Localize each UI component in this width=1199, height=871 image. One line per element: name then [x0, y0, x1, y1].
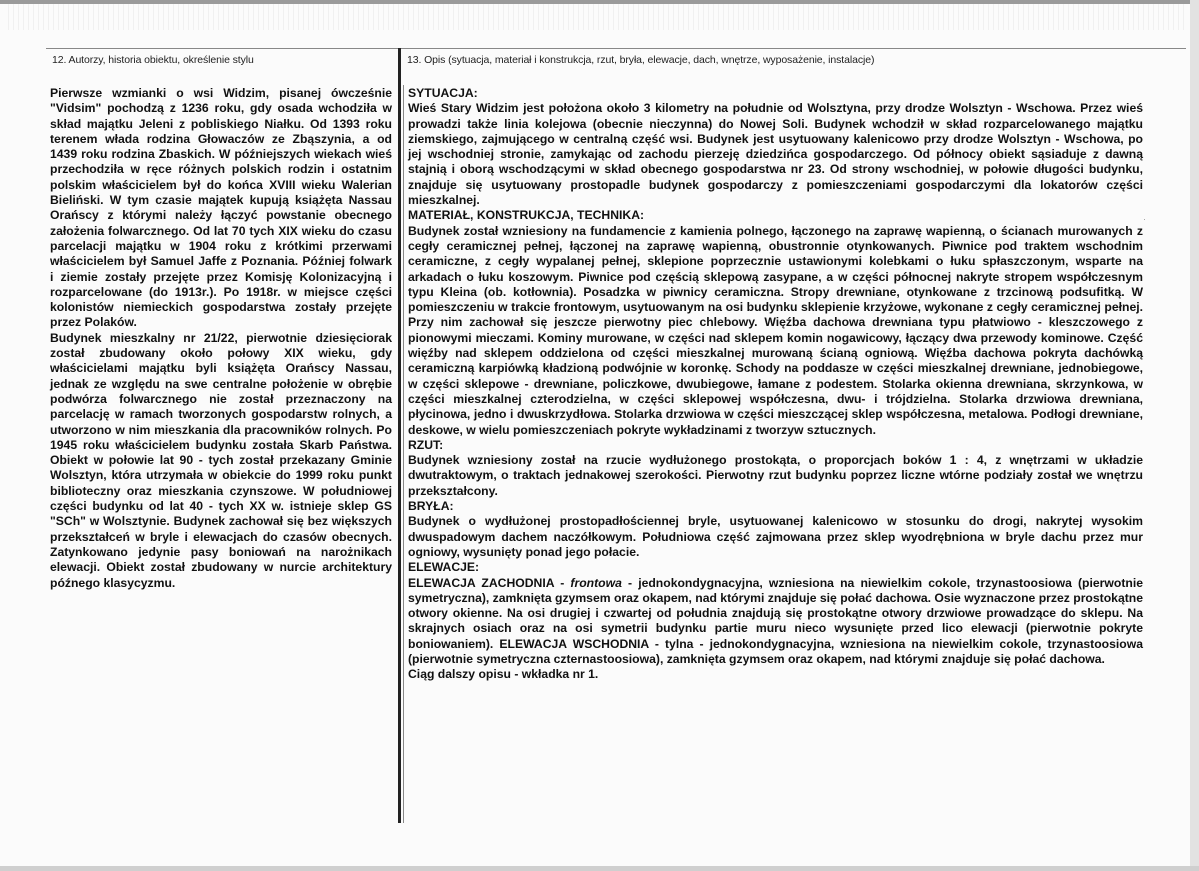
elevation-text: - jednokondygnacyjna, wzniesiona na niewielkim cokole, trzynastoosiowa (pierwotnie symetryczna), zamknięta gzymsem oraz okapem, nad którymi znajduje się połać dachowa. Osie wyznaczone przez prostokątne otwory okienne. Na osi drugiej i czwartej od południa znajdują się prostokątne otwory drzwiowe prowadzące do sklepu. Na skrajnych osiach oraz na osi symetrii budynku partie muru nieco wysunięte przed lico elewacji (pierwotnie pokryte boniowaniem). ELEWACJA WSCHODNIA - tylna - jednokondygnacyjna, wzniesiona na niewielkim cokole, trzynastoosiowa (pierwotnie symetryczna czternastoosiowa), zamknięta gzymsem oraz okapem, nad którymi znajduje się połać dachowa.	[408, 575, 1143, 666]
continuation-note: Ciąg dalszy opisu - wkładka nr 1.	[408, 667, 599, 682]
column-divider	[398, 48, 401, 823]
scan-bottom-edge	[0, 866, 1199, 871]
scan-edge-marks	[4, 4, 1188, 30]
description-column	[408, 86, 1143, 683]
header-divider-line	[46, 48, 1186, 49]
scan-speck: ·	[1143, 214, 1146, 224]
section-text-sytuacja: Wieś Stary Widzim jest położona około 3 kilometry na południe od Wolsztyna, przy drodze Wolsztyn - Wschowa. Przez wieś prowadzi także linia kolejowa (obecnie nieczynna) do Nowej Soli. Budynek wchodził w skład rozparcelowanego majątku ziemskiego, zajmującego w centralną część wsi. Budynek jest usytuowany kalenicowo przy drodze Wolsztyn - Wschowa, po jej wschodniej stronie, zamykając od zachodu pierzeję dziedzińca gospodarczego. Od północy obiekt sąsiaduje z dawną stajnią i oborą wschodzącymi w skład obecnego gospodarstwa nr 23. Od strony wschodniej, w połowie długości budynku, znajduje się usytuowany prostopadle budynek gospodarczy z pomieszczeniami gospodarczymi dla lokatorów części mieszkalnej.	[408, 101, 1143, 208]
section-text-material: Budynek został wzniesiony na fundamencie z kamienia polnego, łączonego na zaprawę wapienną, o ścianach murowanych z cegły ceramicznej pełnej, łączonej na zaprawę wapienną, obustronnie otynkowanych. Piwnice pod traktem wschodnim ceramiczne, z cegły wypalanej pełnej, sklepione poprzecznie ustawionymi kolebkami o łuku spłaszczonym, wsparte na arkadach o łuku koszowym. Piwnice pod częścią sklepową zasypane, a w części północnej nakryte stropem współczesnym typu Kleina (ob. kotłownia). Posadzka w piwnicy ceramiczna. Stropy drewniane, otynkowane z trzcinową podsufitką. W pomieszczeniu w trakcie frontowym, usytuowanym na osi budynku sklepienie krzyżowe, wykonane z cegły ceramicznej pełnej. Przy nim zachował się jeszcze pierwotny piec chlebowy. Więźba dachowa drewniana typu płatwiowo - kleszczowego z pionowymi mieczami. Kominy murowane, w części nad sklepem komin nogawicowy, łączący dwa przewody kominowe. Część więźby nad sklepem oddzielona od części mieszkalnej murowaną ścianą ogniową. Więźba dachowa pokryta dachówką ceramiczną karpiówką kładzioną podwójnie w koronkę. Schody na poddasze w części mieszkalnej drewniane, jednobiegowe, w części sklepowe - drewniane, policzkowe, dwubiegowe, łamane z podestem. Stolarka okienna drewniana, skrzynkowa, w części mieszkalnej czterodzielna, w części sklepowej współczesna, dwu- i trójdzielna. Stolarka drzwiowa drewniana, płycinowa, jedno i dwuskrzydłowa. Stolarka drzwiowa w części mieszczącej sklep współczesna, metalowa. Podłogi drewniane, deskowe, w wielu pomieszczeniach pokryte wykładzinami z tworzyw sztucznych.	[408, 223, 1143, 437]
history-paragraph-2: Budynek mieszkalny nr 21/22, pierwotnie dziesięciorak został zbudowany około połowy XIX wieku, gdy właścicielami majątku byli książęta Orańscy Nassau, jednak ze względu na swe centralne położenie w obrębie podwórza folwarcznego nie został przeznaczony na parcelację w ramach tworzonych gospodarstw rolnych, a utworzono w nim mieszkania dla pracowników rolnych. Po 1945 roku właścicielem budynku została Skarb Państwa. Obiekt w połowie lat 90 - tych został przekazany Gminie Wolsztyn, która utrzymała w obiekcie do 1999 roku punkt biblioteczny oraz mieszkania czynszowe. W południowej części budynku od lat 40 - tych XX w. istnieje sklep GS "SCh" w Wolsztynie. Budynek zachował się bez większych przekształceń w bryle i elewacjach do czasów obecnych. Zatynkowano jedynie pasy boniowań na narożnikach elewacji. Obiekt został zbudowany w nurcie architektury późnego klasycyzmu.	[50, 330, 392, 590]
section-heading-material: MATERIAŁ, KONSTRUKCJA, TECHNIKA:	[408, 208, 645, 223]
section-heading-rzut: RZUT:	[408, 437, 444, 452]
right-column-header: 13. Opis (sytuacja, materiał i konstrukcja, rzut, bryła, elewacje, dach, wnętrze, wyposażenie, instalacje)	[407, 54, 875, 66]
history-paragraph-1: Pierwsze wzmianki o wsi Widzim, pisanej ówcześnie "Vidsim" pochodzą z 1236 roku, gdy osada wchodziła w skład majątku Jeleni z pobliskiego Niałku. Od 1393 roku terenem włada rodzina Głowaczów ze Zbąszynia, a od 1439 roku rodzina Zbaskich. W późniejszych wiekach wieś przechodziła w ręce różnych polskich rodzin i ostatnim polskim właścicielem był do końca XVIII wieku Walerian Bieliński. W tym czasie majątek kupują książęta Nassau Orańscy z którymi należy łączyć powstanie obecnego założenia folwarcznego. Od lat 70 tych XIX wieku do czasu parcelacji majątku w 1904 roku z krótkimi przerwami właścicielem był Samuel Jaffe z Poznania. Później folwark i ziemie zostały przejęte przez Komisję Kolonizacyjną i rozparcelowane (do 1913r.). Po 1918r. w miejsce części kolonistów niemieckich gospodarstwa zostały przejęte przez Polaków.	[50, 86, 392, 330]
left-column-header: 12. Autorzy, historia obiektu, określenie stylu	[52, 54, 254, 66]
section-heading-sytuacja: SYTUACJA:	[408, 86, 478, 100]
history-column	[50, 86, 392, 591]
section-text-elewacje	[408, 576, 1143, 668]
scan-top-edge	[0, 0, 1190, 4]
text-divider	[403, 85, 404, 823]
scan-right-edge	[1190, 0, 1199, 871]
elevation-west-lead: ELEWACJA ZACHODNIA -	[408, 575, 571, 590]
section-heading-elewacje: ELEWACJE:	[408, 560, 480, 575]
section-heading-bryla: BRYŁA:	[408, 499, 454, 514]
section-text-bryla: Budynek o wydłużonej prostopadłościennej bryle, usytuowanej kalenicowo w stosunku do drogi, nakrytej wysokim dwuspadowym dachem naczółkowym. Południowa część zajmowana przez sklep wyodrębniona w bryle dachu przez mur ogniowy, wysunięty ponad jego połacie.	[408, 514, 1143, 559]
section-text-rzut: Budynek wzniesiony został na rzucie wydłużonego prostokąta, o proporcjach boków 1 : 4, z wnętrzami w układzie dwutraktowym, o traktach jednakowej szerokości. Pierwotny rzut budynku poprzez liczne wtórne podziały został we wnętrzu przekształcony.	[408, 453, 1143, 498]
elevation-west-italic: frontowa	[570, 575, 622, 590]
